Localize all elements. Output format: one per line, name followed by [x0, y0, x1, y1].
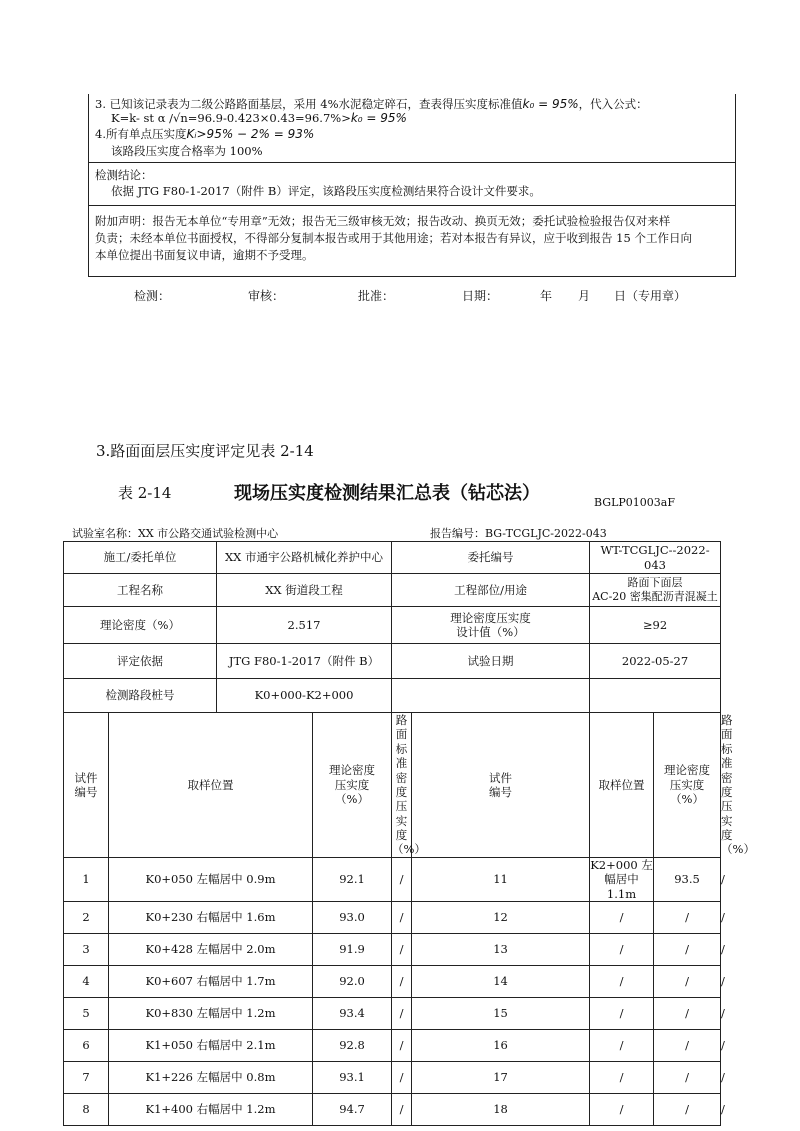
- table-row: 8 K1+400 右幅居中 1.2m 94.7 / 18 / / /: [64, 1093, 721, 1125]
- info-row-station: [64, 679, 721, 713]
- step-3-k0: k₀ = 95%: [522, 97, 579, 111]
- specimen-no-cell: 11: [412, 857, 590, 901]
- form-code: BGLP01003aF: [594, 496, 675, 509]
- pass-rate-text: 该路段压实度合格率为 100%: [111, 144, 263, 158]
- specimen-no-cell: 7: [64, 1061, 109, 1093]
- signature-approve-label: 批准：: [358, 289, 395, 303]
- header-text: 压实度: [334, 777, 370, 792]
- sampling-position-cell: K1+400 右幅居中 1.2m: [109, 1093, 313, 1125]
- sampling-position-cell: K0+050 左幅居中 0.9m: [109, 857, 313, 901]
- sampling-position-cell: K1+050 右幅居中 2.1m: [109, 1029, 313, 1061]
- specimen-no-cell: 4: [64, 965, 109, 997]
- sampling-position-cell: K2+000 左幅居中 1.1m: [590, 857, 653, 901]
- sampling-position-cell: K0+830 左幅居中 1.2m: [109, 997, 313, 1029]
- theoretical-compaction-cell: 91.9: [313, 933, 392, 965]
- theoretical-compaction-cell: /: [654, 997, 721, 1029]
- part-value-line-1: 路面下面层: [627, 576, 683, 590]
- signature-year: 年: [540, 289, 553, 303]
- theoretical-compaction-cell: /: [654, 1029, 721, 1061]
- specimen-no-cell: 5: [64, 997, 109, 1029]
- design-label-line-1: 理论密度压实度: [450, 610, 531, 625]
- theoretical-compaction-cell: /: [654, 901, 721, 933]
- theoretical-compaction-cell: 94.7: [313, 1093, 392, 1125]
- report-continuation-box: [88, 94, 736, 277]
- standard-compaction-cell: /: [392, 997, 412, 1029]
- basis-label: 评定依据: [64, 644, 217, 679]
- specimen-no-cell: 2: [64, 901, 109, 933]
- header-position: 取样位置: [590, 713, 654, 858]
- divider: [89, 162, 735, 163]
- sampling-position-cell: /: [590, 997, 654, 1029]
- header-text: 编号: [74, 784, 98, 799]
- header-text: 路面标准: [721, 713, 733, 771]
- part-value: [590, 574, 721, 607]
- info-row-project: [64, 574, 721, 607]
- design-value: ≥92: [590, 607, 721, 644]
- signature-date-label: 日期：: [462, 289, 499, 303]
- header-text: （%）: [670, 792, 704, 807]
- specimen-no-cell: 14: [412, 965, 590, 997]
- specimen-no-cell: 16: [412, 1029, 590, 1061]
- client-value: XX 市通宇公路机械化养护中心: [217, 542, 392, 574]
- step-3-text: 3. 已知该记录表为二级公路路面基层，采用 4%水泥稳定碎石，查表得压实度标准值: [95, 97, 523, 111]
- sampling-position-cell: /: [590, 1029, 654, 1061]
- theoretical-compaction-cell: 93.4: [313, 997, 392, 1029]
- theoretical-compaction-cell: 92.8: [313, 1029, 392, 1061]
- signature-review-label: 审核：: [248, 289, 285, 303]
- sampling-position-cell: K1+226 左幅居中 0.8m: [109, 1061, 313, 1093]
- part-value-line-2: AC-20 密集配沥青混凝土: [592, 590, 718, 603]
- section-title: 3.路面面层压实度评定见表 2-14: [96, 442, 314, 460]
- standard-compaction-cell: /: [392, 1029, 412, 1061]
- entrust-value: WT-TCGLJC--2022-043: [590, 542, 721, 574]
- header-text: 密度压实: [395, 770, 408, 828]
- header-text: 度（%）: [721, 828, 755, 857]
- lab-name: 试验室名称：XX 市公路交通试验检测中心: [72, 527, 279, 540]
- header-position: 取样位置: [109, 713, 313, 858]
- theoretical-compaction-cell: 93.5: [654, 857, 721, 901]
- table-row: 6 K1+050 右幅居中 2.1m 92.8 / 16 / / /: [64, 1029, 721, 1061]
- conclusion-text: 依据 JTG F80-1-2017（附件 B）评定，该路段压实度检测结果符合设计文件要求。: [111, 184, 541, 198]
- specimen-no-cell: 17: [412, 1061, 590, 1093]
- signature-month: 月: [578, 289, 591, 303]
- standard-compaction-cell: /: [392, 933, 412, 965]
- header-specimen-no: [64, 713, 109, 858]
- header-text: 密度压实: [721, 770, 733, 828]
- statement-line-3: 本单位提出书面复议申请，逾期不予受理。: [95, 248, 314, 262]
- header-text: 度（%）: [392, 828, 426, 857]
- sampling-position-cell: /: [590, 965, 654, 997]
- theoretical-compaction-cell: 92.1: [313, 857, 392, 901]
- signature-day-seal: 日（专用章）: [614, 289, 687, 303]
- client-label: 施工/委托单位: [64, 542, 217, 574]
- density-value: 2.517: [217, 607, 392, 644]
- table-row: 4 K0+607 右幅居中 1.7m 92.0 / 14 / / /: [64, 965, 721, 997]
- sampling-position-cell: K0+230 右幅居中 1.6m: [109, 901, 313, 933]
- empty-cell: [392, 679, 590, 713]
- density-label: 理论密度（%）: [64, 607, 217, 644]
- specimen-no-cell: 6: [64, 1029, 109, 1061]
- table-row: 1 K0+050 左幅居中 0.9m 92.1 / 11 K2+000 左幅居中 1.1m 93.5 /: [64, 857, 721, 901]
- entrust-label: 委托编号: [392, 542, 590, 574]
- theoretical-compaction-cell: /: [654, 1093, 721, 1125]
- table-number: 表 2-14: [118, 484, 172, 502]
- formula-text: K=k- st α /√n=96.9-0.423×0.43=96.7%>: [111, 111, 351, 125]
- header-theoretical: [654, 713, 721, 858]
- header-specimen-no: [412, 713, 590, 858]
- data-rows: [64, 857, 725, 1125]
- header-text: 理论密度: [329, 763, 375, 778]
- standard-compaction-cell: /: [392, 857, 412, 901]
- step-4-text: 4.所有单点压实度: [95, 127, 187, 141]
- sampling-position-cell: K0+607 右幅居中 1.7m: [109, 965, 313, 997]
- specimen-no-cell: 3: [64, 933, 109, 965]
- table-row: 2 K0+230 右幅居中 1.6m 93.0 / 12 / / /: [64, 901, 721, 933]
- info-row-basis: [64, 644, 721, 679]
- theoretical-compaction-cell: 92.0: [313, 965, 392, 997]
- table-row: 5 K0+830 左幅居中 1.2m 93.4 / 15 / / /: [64, 997, 721, 1029]
- design-label: [392, 607, 590, 644]
- specimen-no-cell: 1: [64, 857, 109, 901]
- header-theoretical: [313, 713, 392, 858]
- project-value: XX 街道段工程: [217, 574, 392, 607]
- sampling-position-cell: K0+428 左幅居中 2.0m: [109, 933, 313, 965]
- basis-value: JTG F80-1-2017（附件 B）: [217, 644, 392, 679]
- compaction-results-table: [63, 541, 755, 1126]
- statement-line-2: 负责；未经本单位书面授权，不得部分复制本报告或用于其他用途；若对本报告有异议，应于收到报告 15 个工作日向: [95, 231, 692, 245]
- specimen-no-cell: 15: [412, 997, 590, 1029]
- evaluation-step-3: [95, 96, 648, 112]
- header-text: 试件: [489, 770, 513, 785]
- evaluation-step-4: [95, 126, 314, 142]
- theoretical-compaction-cell: 93.1: [313, 1061, 392, 1093]
- test-date-value: 2022-05-27: [590, 644, 721, 679]
- design-label-line-2: 设计值（%）: [456, 625, 525, 639]
- standard-compaction-cell: /: [392, 965, 412, 997]
- theoretical-compaction-cell: /: [654, 933, 721, 965]
- header-text: 试件: [74, 770, 98, 785]
- standard-compaction-cell: /: [392, 1093, 412, 1125]
- header-standard: [392, 713, 426, 858]
- station-value: K0+000-K2+000: [217, 679, 392, 713]
- theoretical-compaction-cell: /: [654, 965, 721, 997]
- specimen-no-cell: 12: [412, 901, 590, 933]
- signature-test-label: 检测：: [134, 289, 171, 303]
- part-label: 工程部位/用途: [392, 574, 590, 607]
- header-text: 理论密度: [664, 763, 711, 778]
- specimen-no-cell: 8: [64, 1093, 109, 1125]
- specimen-no-cell: 13: [412, 933, 590, 965]
- info-row-density: [64, 607, 721, 644]
- table-title: 现场压实度检测结果汇总表（钻芯法）: [234, 483, 540, 504]
- report-number: 报告编号：BG-TCGLJC-2022-043: [430, 527, 607, 540]
- formula-line: [111, 111, 407, 125]
- test-date-label: 试验日期: [392, 644, 590, 679]
- step-3-end: ，代入公式：: [578, 97, 648, 111]
- sampling-position-cell: /: [590, 901, 654, 933]
- header-text: 压实度: [669, 777, 705, 792]
- header-text: 编号: [489, 784, 513, 799]
- statement-line-1: 附加声明：报告无本单位“专用章”无效；报告无三级审核无效；报告改动、换页无效；委托试验检验报告仅对来样: [95, 214, 671, 228]
- specimen-no-cell: 18: [412, 1093, 590, 1125]
- table-row: 3 K0+428 左幅居中 2.0m 91.9 / 13 / / /: [64, 933, 721, 965]
- sampling-position-cell: /: [590, 933, 654, 965]
- step-4-ki: Kᵢ>95% − 2% = 93%: [186, 127, 315, 141]
- theoretical-compaction-cell: 93.0: [313, 901, 392, 933]
- formula-k0: k₀ = 95%: [350, 111, 407, 125]
- table-row: 7 K1+226 左幅居中 0.8m 93.1 / 17 / / /: [64, 1061, 721, 1093]
- sampling-position-cell: /: [590, 1061, 654, 1093]
- divider: [89, 205, 735, 206]
- station-label: 检测路段桩号: [64, 679, 217, 713]
- standard-compaction-cell: /: [392, 1061, 412, 1093]
- info-row-client: [64, 542, 721, 574]
- header-text: 路面标准: [395, 713, 408, 771]
- conclusion-label: 检测结论：: [95, 168, 153, 182]
- standard-compaction-cell: /: [392, 901, 412, 933]
- theoretical-compaction-cell: /: [654, 1061, 721, 1093]
- empty-cell: [590, 679, 721, 713]
- column-header-row: [64, 713, 721, 858]
- sampling-position-cell: /: [590, 1093, 654, 1125]
- header-text: （%）: [335, 792, 369, 807]
- project-label: 工程名称: [64, 574, 217, 607]
